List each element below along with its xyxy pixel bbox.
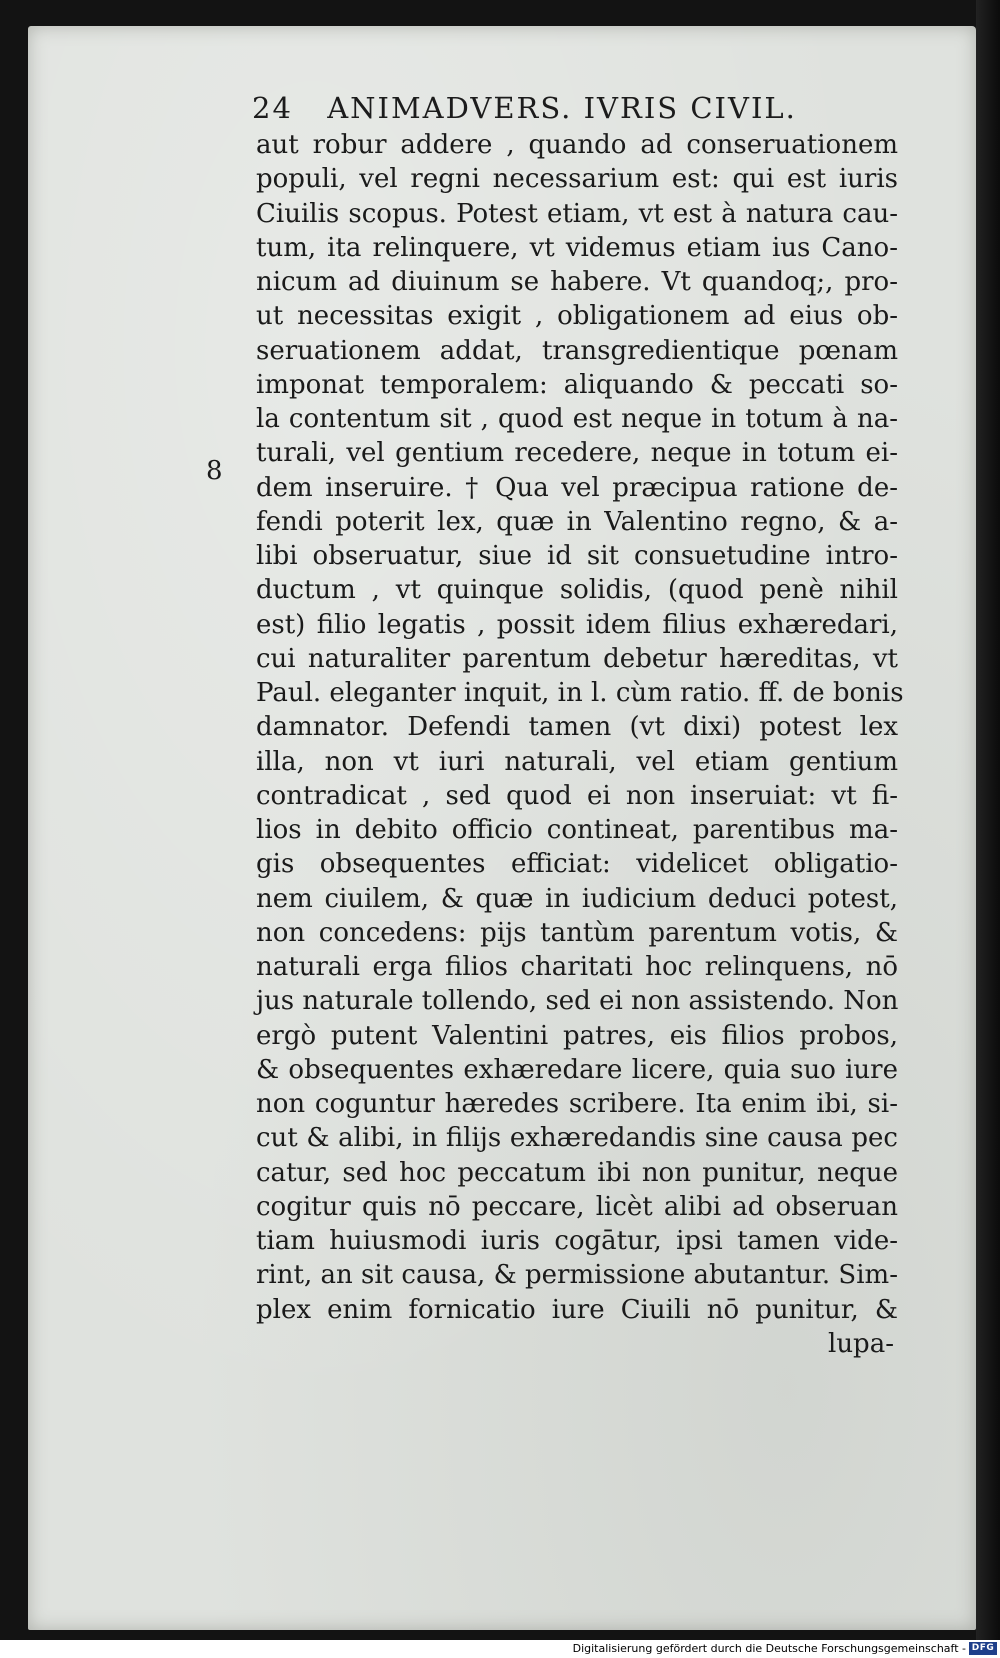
text-line: catur, sed hoc peccatum ibi non punitur, neque — [256, 1157, 898, 1188]
text-line: la contentum sit , quod est neque in totum à na- — [256, 404, 898, 434]
text-line: fendi poterit lex, quæ in Valentino regno, & a- — [256, 506, 898, 537]
catchword: lupa- — [828, 1328, 894, 1359]
text-line: dem inseruire. † Qua vel præcipua ratione de- — [256, 472, 898, 503]
text-line: tiam huiusmodi iuris cogātur, ipsi tamen vide- — [256, 1226, 898, 1256]
text-line: est) filio legatis , possit idem filius exhæredari, — [256, 609, 898, 640]
book-edge — [976, 0, 1000, 1640]
text-block — [256, 128, 904, 1361]
text-line: lios in debito officio contineat, parentibus ma- — [256, 815, 898, 845]
text-line: nem ciuilem, & quæ in iudicium deduci potest, — [256, 883, 898, 914]
text-line: ut necessitas exigit , obligationem ad eius ob- — [256, 301, 898, 332]
text-line: tum, ita relinquere, vt videmus etiam ius Cano- — [256, 232, 898, 263]
text-line: cui naturaliter parentum debetur hæreditas, vt — [256, 643, 898, 674]
text-line: aut robur addere , quando ad conseruationem — [256, 130, 898, 160]
running-head — [252, 88, 912, 128]
text-line: naturali erga filios charitati hoc relinquens, nō — [256, 952, 898, 982]
text-line: non coguntur hæredes scribere. Ita enim ibi, si- — [256, 1089, 898, 1119]
text-line: & obsequentes exhæredare licere, quia suo iure — [256, 1054, 898, 1085]
page-number: 24 — [252, 91, 293, 125]
running-title: ANIMADVERS. IVRIS CIVIL. — [327, 91, 797, 125]
text-line: imponat temporalem: aliquando & peccati so- — [256, 369, 898, 400]
text-line: rint, an sit causa, & permissione abutantur. Sim- — [256, 1260, 898, 1291]
text-line: contradicat , sed quod ei non inseruiat: vt fi- — [256, 780, 898, 811]
text-line: gis obsequentes efficiat: videlicet obligatio- — [256, 849, 898, 880]
text-line: cogitur quis nō peccare, licèt alibi ad obseruan — [256, 1191, 898, 1222]
text-line: libi obseruatur, siue id sit consuetudine intro- — [256, 541, 898, 571]
text-line: ductum , vt quinque solidis, (quod penè nihil — [256, 575, 898, 606]
text-line: jus naturale tollendo, sed ei non assistendo. Non — [256, 986, 899, 1017]
text-line: turali, vel gentium recedere, neque in totum ei- — [256, 438, 898, 469]
text-line: Ciuilis scopus. Potest etiam, vt est à natura cau- — [256, 198, 898, 229]
text-line: damnator. Defendi tamen (vt dixi) potest lex — [256, 712, 898, 743]
text-line: illa, non vt iuri naturali, vel etiam gentium — [256, 746, 898, 777]
text-line: Paul. eleganter inquit, in l. cùm ratio. ff. de bonis — [256, 678, 904, 708]
text-line: ergò putent Valentini patres, eis filios probos, — [256, 1020, 898, 1051]
text-line: seruationem addat, transgredientique pœnam — [256, 335, 898, 366]
footer-bar — [0, 1640, 1000, 1658]
text-line: nicum ad diuinum se habere. Vt quandoq;, pro- — [256, 267, 898, 297]
text-line: cut & alibi, in filijs exhæredandis sine causa pec — [256, 1123, 898, 1154]
dfg-logo-icon: DFG — [969, 1642, 997, 1655]
text-line: non concedens: pijs tantùm parentum votis, & — [256, 917, 898, 948]
text-line: populi, vel regni necessarium est: qui est iuris — [256, 164, 898, 195]
funding-credit: Digitalisierung gefördert durch die Deutsche Forschungsgemeinschaft - — [572, 1642, 966, 1655]
margin-note: 8 — [206, 456, 223, 486]
text-line: plex enim fornicatio iure Ciuili nō punitur, & — [256, 1294, 898, 1325]
